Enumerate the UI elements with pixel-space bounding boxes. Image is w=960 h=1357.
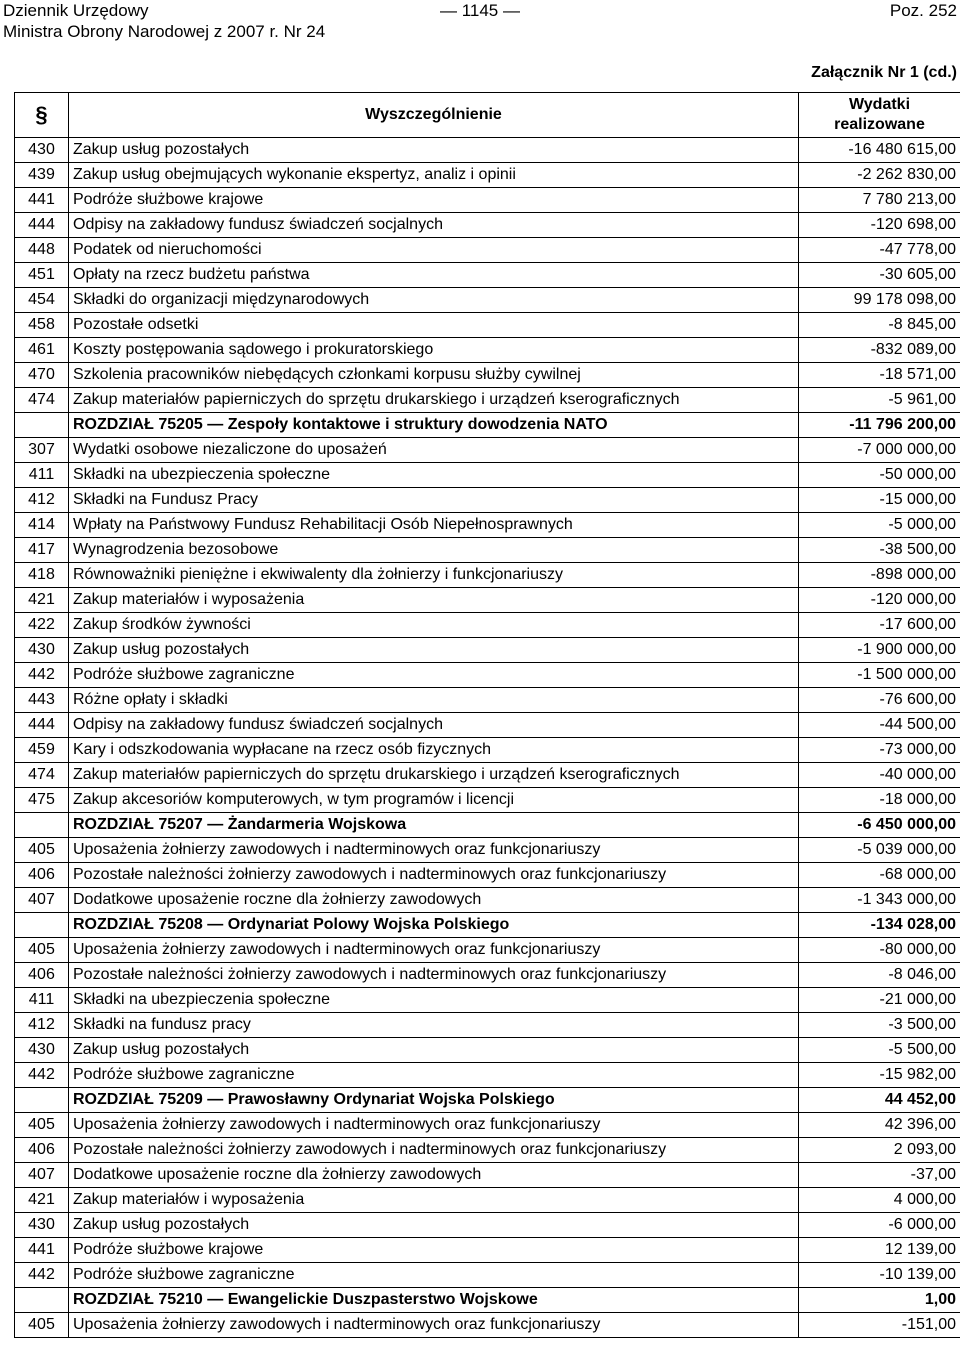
- paragraph-code: 405: [15, 1313, 69, 1338]
- item-description: Odpisy na zakładowy fundusz świadczeń socjalnych: [69, 213, 799, 238]
- section-title: ROZDZIAŁ 75205 — Zespoły kontaktowe i struktury dowodzenia NATO: [69, 413, 799, 438]
- table-body: [15, 138, 960, 1338]
- table-row: [15, 238, 960, 263]
- item-amount: -1 500 000,00: [799, 663, 960, 688]
- item-amount: -1 343 000,00: [799, 888, 960, 913]
- paragraph-code: 411: [15, 988, 69, 1013]
- section-title: ROZDZIAŁ 75207 — Żandarmeria Wojskowa: [69, 813, 799, 838]
- item-description: Dodatkowe uposażenie roczne dla żołnierzy zawodowych: [69, 888, 799, 913]
- item-description: Podróże służbowe krajowe: [69, 1238, 799, 1263]
- paragraph-code: [15, 1288, 69, 1313]
- table-row: [15, 388, 960, 413]
- paragraph-code: 417: [15, 538, 69, 563]
- table-row: [15, 688, 960, 713]
- item-amount: -10 139,00: [799, 1263, 960, 1288]
- paragraph-code: 406: [15, 863, 69, 888]
- paragraph-code: 406: [15, 1138, 69, 1163]
- header-description: Wyszczególnienie: [69, 93, 799, 138]
- table-row: [15, 338, 960, 363]
- item-description: Podatek od nieruchomości: [69, 238, 799, 263]
- item-amount: 4 000,00: [799, 1188, 960, 1213]
- paragraph-code: 307: [15, 438, 69, 463]
- paragraph-code: 442: [15, 1263, 69, 1288]
- paragraph-code: 443: [15, 688, 69, 713]
- paragraph-code: [15, 813, 69, 838]
- item-amount: -17 600,00: [799, 613, 960, 638]
- paragraph-code: 407: [15, 888, 69, 913]
- paragraph-code: 441: [15, 1238, 69, 1263]
- item-description: Podróże służbowe zagraniczne: [69, 1063, 799, 1088]
- paragraph-code: 444: [15, 713, 69, 738]
- item-amount: -21 000,00: [799, 988, 960, 1013]
- item-description: Uposażenia żołnierzy zawodowych i nadterminowych oraz funkcjonariuszy: [69, 938, 799, 963]
- section-row: [15, 1288, 960, 1313]
- item-description: Wpłaty na Państwowy Fundusz Rehabilitacji Osób Niepełnosprawnych: [69, 513, 799, 538]
- item-amount: -1 900 000,00: [799, 638, 960, 663]
- item-description: Zakup usług pozostałych: [69, 1213, 799, 1238]
- item-description: Wynagrodzenia bezosobowe: [69, 538, 799, 563]
- table-row: [15, 163, 960, 188]
- header-amount-line1: Wydatki: [848, 96, 911, 113]
- item-amount: -898 000,00: [799, 563, 960, 588]
- item-amount: -5 961,00: [799, 388, 960, 413]
- item-description: Składki na ubezpieczenia społeczne: [69, 463, 799, 488]
- section-total: 44 452,00: [799, 1088, 960, 1113]
- table-row: [15, 138, 960, 163]
- item-amount: -3 500,00: [799, 1013, 960, 1038]
- paragraph-code: 442: [15, 663, 69, 688]
- item-description: Pozostałe należności żołnierzy zawodowych i nadterminowych oraz funkcjonariuszy: [69, 963, 799, 988]
- section-total: -11 796 200,00: [799, 413, 960, 438]
- paragraph-code: 470: [15, 363, 69, 388]
- item-description: Uposażenia żołnierzy zawodowych i nadterminowych oraz funkcjonariuszy: [69, 838, 799, 863]
- table-row: [15, 313, 960, 338]
- item-description: Opłaty na rzecz budżetu państwa: [69, 263, 799, 288]
- table-row: [15, 888, 960, 913]
- item-description: Zakup akcesoriów komputerowych, w tym programów i licencji: [69, 788, 799, 813]
- item-description: Podróże służbowe zagraniczne: [69, 663, 799, 688]
- table-row: [15, 713, 960, 738]
- item-amount: -120 698,00: [799, 213, 960, 238]
- table-row: [15, 613, 960, 638]
- item-amount: -47 778,00: [799, 238, 960, 263]
- table-row: [15, 1063, 960, 1088]
- item-amount: -832 089,00: [799, 338, 960, 363]
- table-row: [15, 988, 960, 1013]
- section-total: -6 450 000,00: [799, 813, 960, 838]
- item-amount: -8 845,00: [799, 313, 960, 338]
- paragraph-code: 411: [15, 463, 69, 488]
- table-row: [15, 188, 960, 213]
- item-description: Równoważniki pieniężne i ekwiwalenty dla żołnierzy i funkcjonariuszy: [69, 563, 799, 588]
- item-description: Zakup usług pozostałych: [69, 638, 799, 663]
- item-amount: -5 500,00: [799, 1038, 960, 1063]
- table-row: [15, 788, 960, 813]
- item-amount: 2 093,00: [799, 1138, 960, 1163]
- paragraph-code: 405: [15, 1113, 69, 1138]
- paragraph-code: 406: [15, 963, 69, 988]
- paragraph-code: 430: [15, 1213, 69, 1238]
- item-amount: -73 000,00: [799, 738, 960, 763]
- table-row: [15, 838, 960, 863]
- item-description: Składki do organizacji międzynarodowych: [69, 288, 799, 313]
- item-amount: -120 000,00: [799, 588, 960, 613]
- header-amount-line2: realizowane: [834, 116, 925, 133]
- item-description: Różne opłaty i składki: [69, 688, 799, 713]
- table-row: [15, 588, 960, 613]
- table-row: [15, 938, 960, 963]
- table-row: [15, 1138, 960, 1163]
- paragraph-code: [15, 913, 69, 938]
- item-description: Zakup materiałów i wyposażenia: [69, 588, 799, 613]
- paragraph-code: 422: [15, 613, 69, 638]
- item-description: Zakup usług pozostałych: [69, 138, 799, 163]
- item-amount: -15 982,00: [799, 1063, 960, 1088]
- paragraph-code: 448: [15, 238, 69, 263]
- page-number: — 1145 —: [439, 1, 520, 20]
- item-description: Odpisy na zakładowy fundusz świadczeń socjalnych: [69, 713, 799, 738]
- item-amount: 99 178 098,00: [799, 288, 960, 313]
- table-row: [15, 963, 960, 988]
- item-description: Podróże służbowe krajowe: [69, 188, 799, 213]
- section-row: [15, 813, 960, 838]
- item-description: Pozostałe odsetki: [69, 313, 799, 338]
- paragraph-code: 474: [15, 763, 69, 788]
- item-amount: -18 000,00: [799, 788, 960, 813]
- item-amount: 7 780 213,00: [799, 188, 960, 213]
- paragraph-code: 421: [15, 1188, 69, 1213]
- paragraph-code: 459: [15, 738, 69, 763]
- paragraph-code: 421: [15, 588, 69, 613]
- item-amount: -15 000,00: [799, 488, 960, 513]
- item-description: Zakup usług obejmujących wykonanie ekspertyz, analiz i opinii: [69, 163, 799, 188]
- table-header-row: [15, 93, 960, 138]
- paragraph-code: 430: [15, 138, 69, 163]
- item-amount: -50 000,00: [799, 463, 960, 488]
- item-amount: -5 000,00: [799, 513, 960, 538]
- table-row: [15, 863, 960, 888]
- table-row: [15, 738, 960, 763]
- item-amount: 42 396,00: [799, 1113, 960, 1138]
- item-amount: -7 000 000,00: [799, 438, 960, 463]
- item-description: Zakup materiałów papierniczych do sprzętu drukarskiego i urządzeń kserograficznych: [69, 388, 799, 413]
- item-amount: -68 000,00: [799, 863, 960, 888]
- item-description: Zakup materiałów papierniczych do sprzętu drukarskiego i urządzeń kserograficznych: [69, 763, 799, 788]
- item-amount: -2 262 830,00: [799, 163, 960, 188]
- section-title: ROZDZIAŁ 75209 — Prawosławny Ordynariat Wojska Polskiego: [69, 1088, 799, 1113]
- item-description: Składki na Fundusz Pracy: [69, 488, 799, 513]
- item-amount: -30 605,00: [799, 263, 960, 288]
- table-row: [15, 263, 960, 288]
- paragraph-code: 414: [15, 513, 69, 538]
- table-row: [15, 1188, 960, 1213]
- item-description: Wydatki osobowe niezaliczone do uposażeń: [69, 438, 799, 463]
- item-amount: 12 139,00: [799, 1238, 960, 1263]
- header-section-symbol: §: [15, 93, 69, 138]
- budget-table: [14, 92, 960, 1338]
- item-description: Zakup materiałów i wyposażenia: [69, 1188, 799, 1213]
- paragraph-code: 405: [15, 838, 69, 863]
- item-amount: -16 480 615,00: [799, 138, 960, 163]
- paragraph-code: [15, 1088, 69, 1113]
- paragraph-code: 474: [15, 388, 69, 413]
- item-description: Szkolenia pracowników niebędących członkami korpusu służby cywilnej: [69, 363, 799, 388]
- item-description: Składki na fundusz pracy: [69, 1013, 799, 1038]
- item-description: Składki na ubezpieczenia społeczne: [69, 988, 799, 1013]
- item-amount: -18 571,00: [799, 363, 960, 388]
- table-row: [15, 638, 960, 663]
- item-amount: -76 600,00: [799, 688, 960, 713]
- paragraph-code: 444: [15, 213, 69, 238]
- paragraph-code: 405: [15, 938, 69, 963]
- table-row: [15, 1163, 960, 1188]
- section-total: -134 028,00: [799, 913, 960, 938]
- table-row: [15, 288, 960, 313]
- paragraph-code: 412: [15, 1013, 69, 1038]
- header-amount: [799, 93, 960, 138]
- paragraph-code: 430: [15, 638, 69, 663]
- paragraph-code: 442: [15, 1063, 69, 1088]
- paragraph-code: 458: [15, 313, 69, 338]
- table-row: [15, 463, 960, 488]
- paragraph-code: 439: [15, 163, 69, 188]
- table-row: [15, 438, 960, 463]
- section-title: ROZDZIAŁ 75210 — Ewangelickie Duszpasterstwo Wojskowe: [69, 1288, 799, 1313]
- item-description: Zakup usług pozostałych: [69, 1038, 799, 1063]
- item-description: Pozostałe należności żołnierzy zawodowych i nadterminowych oraz funkcjonariuszy: [69, 863, 799, 888]
- journal-title: Dziennik Urzędowy: [3, 1, 149, 20]
- item-amount: -5 039 000,00: [799, 838, 960, 863]
- item-description: Koszty postępowania sądowego i prokuratorskiego: [69, 338, 799, 363]
- table-row: [15, 1113, 960, 1138]
- item-amount: -38 500,00: [799, 538, 960, 563]
- table-row: [15, 1038, 960, 1063]
- paragraph-code: 412: [15, 488, 69, 513]
- paragraph-code: 454: [15, 288, 69, 313]
- table-row: [15, 1263, 960, 1288]
- annex-label: Załącznik Nr 1 (cd.): [811, 64, 957, 81]
- table-row: [15, 663, 960, 688]
- paragraph-code: [15, 413, 69, 438]
- item-description: Podróże służbowe zagraniczne: [69, 1263, 799, 1288]
- item-amount: -44 500,00: [799, 713, 960, 738]
- paragraph-code: 407: [15, 1163, 69, 1188]
- section-total: 1,00: [799, 1288, 960, 1313]
- paragraph-code: 461: [15, 338, 69, 363]
- item-amount: -151,00: [799, 1313, 960, 1338]
- table-row: [15, 513, 960, 538]
- item-description: Zakup środków żywności: [69, 613, 799, 638]
- table-row: [15, 763, 960, 788]
- table-row: [15, 1213, 960, 1238]
- table-row: [15, 538, 960, 563]
- paragraph-code: 441: [15, 188, 69, 213]
- table-row: [15, 213, 960, 238]
- item-description: Uposażenia żołnierzy zawodowych i nadterminowych oraz funkcjonariuszy: [69, 1113, 799, 1138]
- section-row: [15, 913, 960, 938]
- item-amount: -6 000,00: [799, 1213, 960, 1238]
- section-row: [15, 413, 960, 438]
- section-row: [15, 1088, 960, 1113]
- position-number: Poz. 252: [889, 1, 957, 20]
- table-row: [15, 563, 960, 588]
- table-row: [15, 488, 960, 513]
- table-row: [15, 1013, 960, 1038]
- item-amount: -8 046,00: [799, 963, 960, 988]
- item-amount: -37,00: [799, 1163, 960, 1188]
- item-description: Dodatkowe uposażenie roczne dla żołnierzy zawodowych: [69, 1163, 799, 1188]
- item-description: Uposażenia żołnierzy zawodowych i nadterminowych oraz funkcjonariuszy: [69, 1313, 799, 1338]
- paragraph-code: 451: [15, 263, 69, 288]
- paragraph-code: 418: [15, 563, 69, 588]
- item-description: Pozostałe należności żołnierzy zawodowych i nadterminowych oraz funkcjonariuszy: [69, 1138, 799, 1163]
- item-description: Kary i odszkodowania wypłacane na rzecz osób fizycznych: [69, 738, 799, 763]
- item-amount: -40 000,00: [799, 763, 960, 788]
- paragraph-code: 475: [15, 788, 69, 813]
- table-row: [15, 1313, 960, 1338]
- item-amount: -80 000,00: [799, 938, 960, 963]
- table-row: [15, 363, 960, 388]
- section-title: ROZDZIAŁ 75208 — Ordynariat Polowy Wojska Polskiego: [69, 913, 799, 938]
- journal-issuer: Ministra Obrony Narodowej z 2007 r. Nr 24: [3, 22, 326, 41]
- paragraph-code: 430: [15, 1038, 69, 1063]
- table-row: [15, 1238, 960, 1263]
